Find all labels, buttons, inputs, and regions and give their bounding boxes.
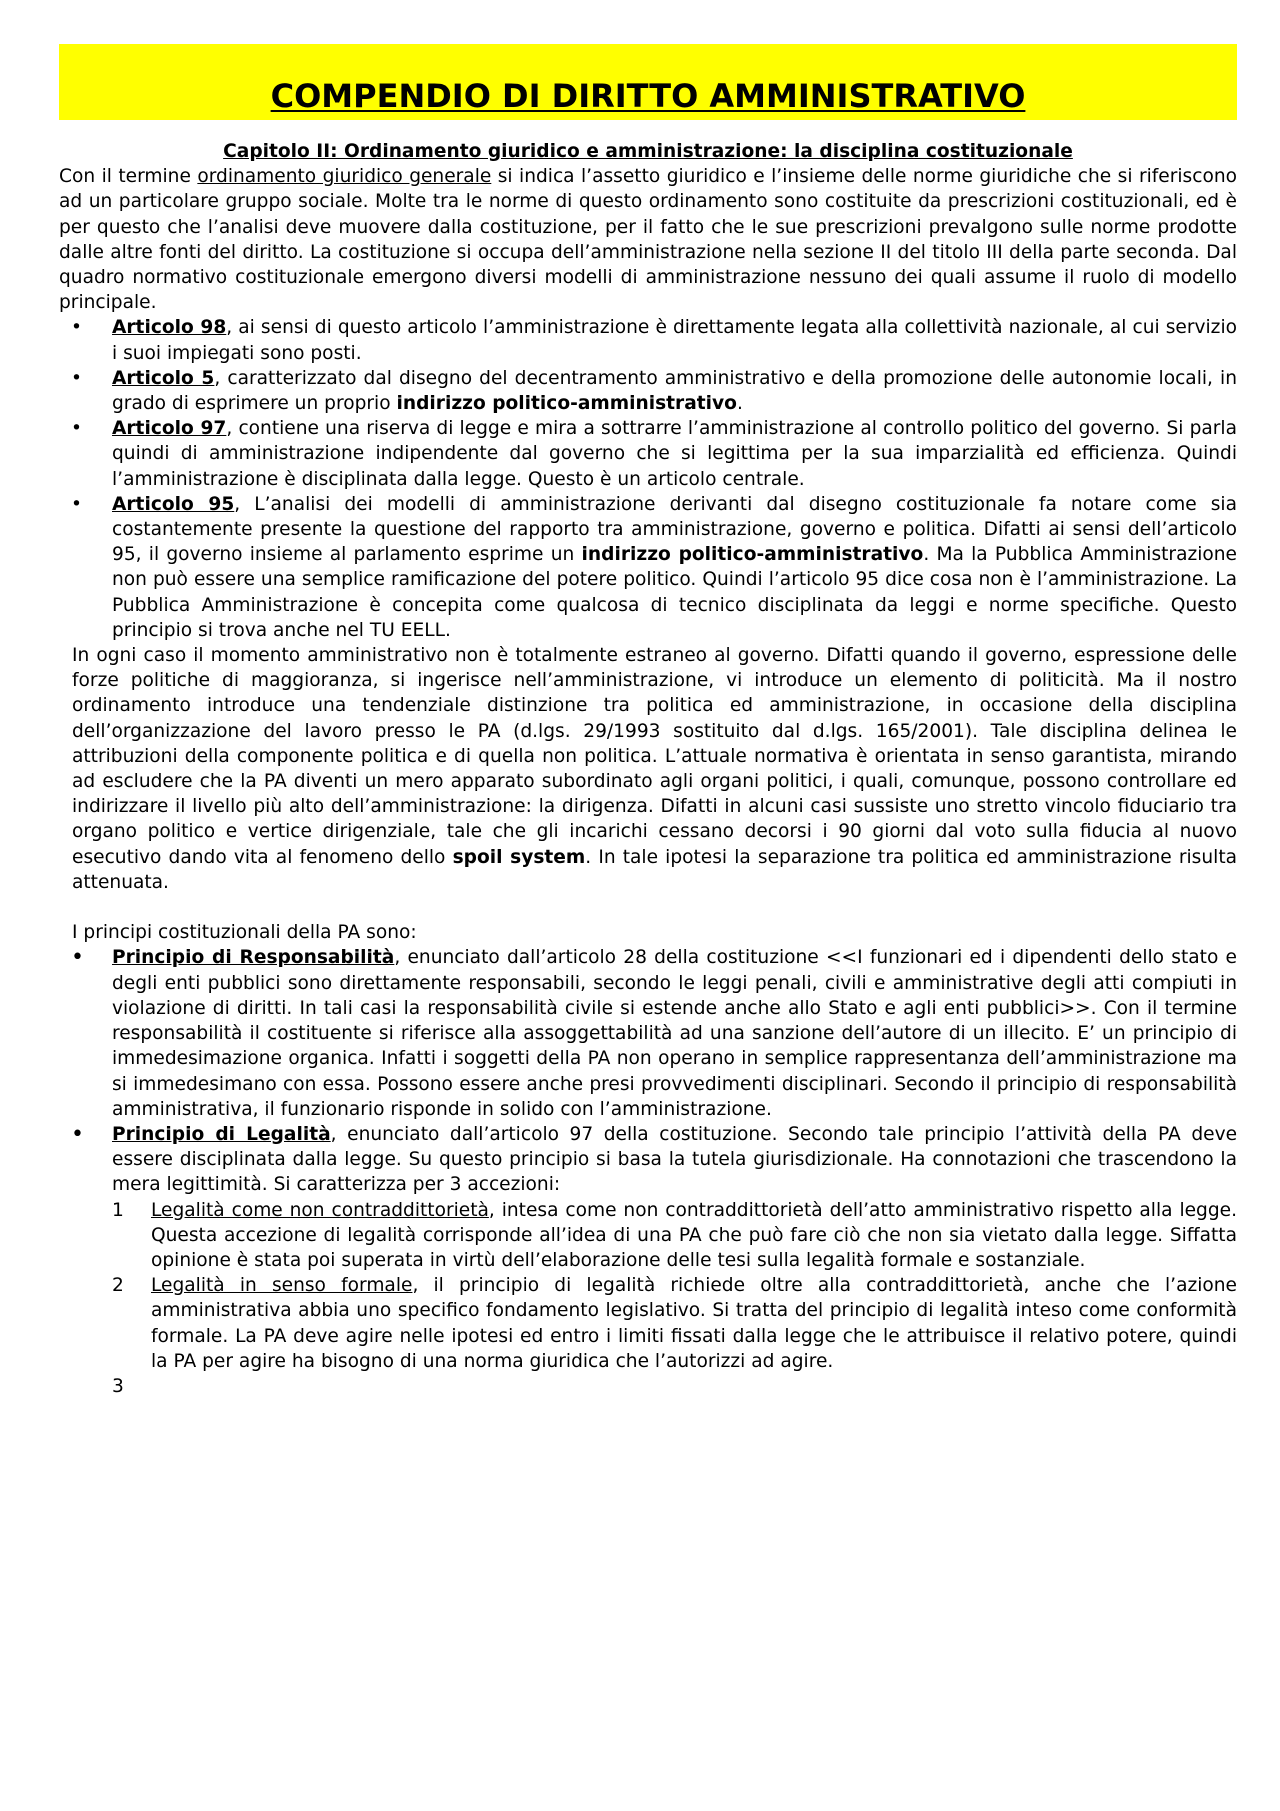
chapter-heading: Capitolo II: Ordinamento giuridico e amministrazione: la disciplina costituzionale: [223, 141, 1073, 162]
intro-underlined-term: ordinamento giuridico generale: [197, 166, 492, 188]
article-label: Articolo 98: [112, 317, 227, 339]
list-item-articolo-98: [59, 315, 1237, 365]
accezione-number: 3: [112, 1375, 124, 1397]
accezione-text: , intesa come non contraddittorietà dell’atto amministrativo rispetto alla legge. Questa accezione di legalità corrisponde all’idea di una PA che può fare ciò che non sia vietato dalla legge. Siffatta opinione è stata poi superata in virtù dell’elaborazione delle tesi sulla legalità formale e sostanziale.: [151, 1199, 1238, 1271]
bullet-icon: •: [71, 317, 82, 339]
list-item-articolo-95: [59, 492, 1237, 643]
intro-paragraph: [59, 164, 1237, 315]
article-text: , ai sensi di questo articolo l’amministrazione è direttamente legata alla collettività nazionale, al cui servizio i suoi impiegati sono posti.: [112, 317, 1237, 364]
accezione-label: Legalità come non contraddittorietà: [151, 1199, 489, 1221]
spoil-system-term: spoil system: [452, 846, 586, 868]
accezioni-list: [112, 1198, 1237, 1400]
principle-label: Principio di Legalità: [112, 1123, 331, 1145]
article-label: Articolo 97: [112, 418, 227, 440]
bullet-icon: •: [71, 367, 82, 389]
principle-text: , enunciato dall’articolo 28 della costituzione <<I funzionari ed i dipendenti dello stato e degli enti pubblici sono direttamente responsabili, secondo le leggi penali, civili e amministrative degli atti compiuti in violazione di diritti. In tali casi la responsabilità civile si estende anche allo Stato e agli enti pubblici>>. Con il termine responsabilità il costituente si riferisce alla assoggettabilità ad una sanzione dell’autore di un illecito. E’ un principio di immedesimazione organica. Infatti i soggetti della PA non operano in semplice rappresentanza dell’amministrazione ma si immedesimano con essa. Possono essere anche presi provvedimenti disciplinari. Secondo il principio di responsabilità amministrativa, il funzionario risponde in solido con l’amministrazione.: [112, 947, 1237, 1120]
article-label: Articolo 5: [112, 367, 215, 389]
principles-list: [59, 945, 1237, 1399]
governance-paragraph: [59, 643, 1237, 895]
document-page: [59, 44, 1237, 1399]
bullet-icon: •: [71, 945, 84, 971]
list-item-accezione-2: [112, 1273, 1237, 1374]
governance-text-2: . In tale ipotesi la separazione tra politica ed amministrazione risulta attenuata.: [72, 846, 1237, 893]
bullet-icon: •: [71, 493, 82, 515]
accezione-number: 2: [112, 1275, 124, 1297]
intro-text-2: si indica l’assetto giuridico e l’insieme delle norme giuridiche che si riferiscono ad un particolare gruppo sociale. Molte tra le norme di questo ordinamento sono costituite da prescrizioni costituzionali, ed è per questo che l’analisi deve muovere dalla costituzione, per il fatto che le sue prescrizioni prevalgono sulle norme prodotte dalle altre fonti del diritto. La costituzione si occupa dell’amministrazione nella sezione II del titolo III della parte seconda. Dal quadro normativo costituzionale emergono diversi modelli di amministrazione nessuno dei quali assume il ruolo di modello principale.: [59, 166, 1238, 314]
list-item-articolo-97: [59, 416, 1237, 492]
principle-text: , enunciato dall’articolo 97 della costituzione. Secondo tale principio l’attività della PA deve essere disciplinata dalla legge. Su questo principio si basa la tutela giurisdizionale. Ha connotazioni che trascendono la mera legittimità. Si caratterizza per 3 accezioni:: [112, 1123, 1238, 1196]
article-bold-term: indirizzo politico-amministrativo: [396, 393, 737, 415]
article-text-end: . Ma la Pubblica Amministrazione non può essere una semplice ramificazione del potere politico. Quindi l’articolo 95 dice cosa non è l’amministrazione. La Pubblica Amministrazione è concepita come qualcosa di tecnico disciplinata da leggi e norme specifiche. Questo principio si trova anche nel TU EELL.: [112, 544, 1237, 641]
list-item-accezione-3: [112, 1374, 1237, 1399]
article-text: , L’analisi dei modelli di amministrazione derivanti dal disegno costituzionale fa notare come sia costantemente presente la questione del rapporto tra amministrazione, governo e politica. Difatti ai sensi dell’articolo 95, il governo insieme al parlamento esprime un: [112, 493, 1237, 566]
accezione-label: Legalità in senso formale: [151, 1275, 413, 1297]
article-bold-term: indirizzo politico-amministrativo: [581, 544, 924, 566]
paragraph-spacer: [59, 895, 1237, 920]
article-text: , contiene una riserva di legge e mira a sottrarre l’amministrazione al controllo politico del governo. Si parla quindi di amministrazione indipendente dal governo che si legittima per la sua imparzialità ed efficienza. Quindi l’amministrazione è disciplinata dalla legge. Questo è un articolo centrale.: [112, 418, 1237, 490]
accezione-number: 1: [112, 1199, 124, 1221]
principle-label: Principio di Responsabilità: [112, 947, 395, 969]
bullet-icon: •: [71, 1121, 84, 1147]
article-label: Articolo 95: [112, 493, 235, 515]
governance-text-1: In ogni caso il momento amministrativo non è totalmente estraneo al governo. Difatti quando il governo, espressione delle forze politiche di maggioranza, si ingerisce nell’amministrazione, vi introduce un elemento di politicità. Ma il nostro ordinamento introduce una tendenziale distinzione tra politica ed amministrazione, in occasione della disciplina dell’organizzazione del lavoro presso le PA (d.lgs. 29/1993 sostituito dal d.lgs. 165/2001). Tale disciplina delinea le attribuzioni della componente politica e di quella non politica. L’attuale normativa è orientata in senso garantista, mirando ad escludere che la PA diventi un mero apparato subordinato agli organi politici, i quali, comunque, possono controllare ed indirizzare il livello più alto dell’amministrazione: la dirigenza. Difatti in alcuni casi sussiste uno stretto vincolo fiduciario tra organo politico e vertice dirigenziale, tale che gli incarichi cessano decorsi i 90 giorni dal voto sulla fiducia al nuovo esecutivo dando vita al fenomeno dello: [72, 645, 1237, 868]
articles-list: [59, 315, 1237, 643]
intro-text-1: Con il termine: [59, 166, 198, 188]
principles-intro: I principi costituzionali della PA sono:: [72, 922, 417, 944]
article-text-end: .: [736, 393, 743, 415]
article-text: , caratterizzato dal disegno del decentramento amministrativo e della promozione delle autonomie locali, in grado di esprimere un proprio: [112, 367, 1237, 415]
list-item-principio-legalita: [59, 1122, 1237, 1399]
accezione-text: , il principio di legalità richiede oltre alla contraddittorietà, anche che l’azione amministrativa abbia uno specifico fondamento legislativo. Si tratta del principio di legalità inteso come conformità formale. La PA deve agire nelle ipotesi ed entro i limiti fissati dalla legge che le attribuisce il relativo potere, quindi la PA per agire ha bisogno di una norma giuridica che l’autorizzi ad agire.: [151, 1275, 1237, 1372]
list-item-accezione-1: [112, 1198, 1237, 1274]
bullet-icon: •: [71, 418, 82, 440]
title-band: [59, 44, 1237, 120]
list-item-articolo-5: [59, 366, 1237, 416]
document-title: COMPENDIO DI DIRITTO AMMINISTRATIVO: [270, 77, 1026, 115]
list-item-principio-responsabilita: [59, 945, 1237, 1121]
